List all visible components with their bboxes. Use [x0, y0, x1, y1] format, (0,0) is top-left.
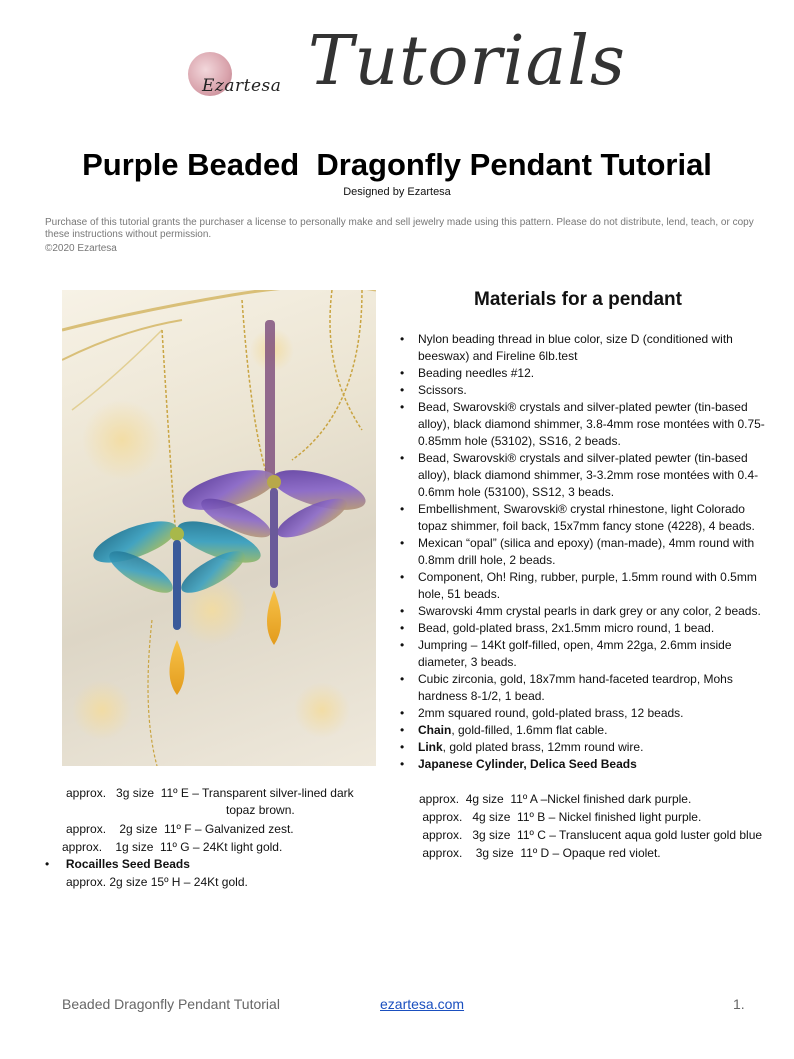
dragonfly-pendant-photo	[62, 290, 376, 766]
logo-brand: Ezartesa	[202, 76, 282, 96]
note-h: approx. 2g size 15º H – 24Kt gold.	[66, 875, 248, 889]
note-e-cont: topaz brown.	[226, 803, 295, 817]
tutorials-logo	[180, 22, 626, 118]
list-item: • Component, Oh! Ring, rubber, purple, 1.5mm round with 0.5mm hole, 51 beads.	[400, 569, 768, 603]
list-item: • Bead, gold-plated brass, 2x1.5mm micro round, 1 bead.	[400, 620, 768, 637]
logo-word: Tutorials	[308, 22, 626, 101]
list-item: • Swarovski 4mm crystal pearls in dark grey or any color, 2 beads.	[400, 603, 768, 620]
designer-credit: Designed by Ezartesa	[343, 186, 451, 198]
rocailles-heading: • Rocailles Seed Beads	[45, 857, 190, 871]
materials-list	[400, 331, 768, 773]
website-link[interactable]: ezartesa.com	[380, 996, 465, 1012]
list-item: • Embellishment, Swarovski® crystal rhinestone, light Colorado topaz shimmer, foil back, 15x7mm fancy stone (4228), 4 beads.	[400, 501, 768, 535]
dragonfly-illustration	[62, 290, 376, 766]
materials-title: Materials for a pendant	[474, 289, 682, 310]
note-g: approx. 1g size 11º G – 24Kt light gold.	[62, 840, 283, 854]
list-item: • 2mm squared round, gold-plated brass, 12 beads.	[400, 705, 768, 722]
list-item: • Cubic zirconia, gold, 18x7mm hand-faceted teardrop, Mohs hardness 8-1/2, 1 bead.	[400, 671, 768, 705]
list-item: • Nylon beading thread in blue color, size D (conditioned with beeswax) and Fireline 6lb.test	[400, 331, 768, 365]
page-title: Purple Beaded Dragonfly Pendant Tutorial	[82, 147, 712, 182]
delica-item-b: approx. 4g size 11º B – Nickel finished light purple.	[419, 810, 702, 824]
delica-item-d: approx. 3g size 11º D – Opaque red violet.	[419, 846, 661, 860]
footer-title: Beaded Dragonfly Pendant Tutorial	[62, 996, 280, 1012]
list-item: • Scissors.	[400, 382, 768, 399]
license-notice: Purchase of this tutorial grants the purchaser a license to personally make and sell jewelry made using this pattern. Please do not distribute, lend, teach, or copy these instructions without permission.	[45, 217, 754, 240]
copyright: ©2020 Ezartesa	[45, 243, 117, 254]
list-item: • Mexican “opal” (silica and epoxy) (man-made), 4mm round with 0.8mm drill hole, 2 beads.	[400, 535, 768, 569]
list-item: • Jumpring – 14Kt golf-filled, open, 4mm 22ga, 2.6mm inside diameter, 3 beads.	[400, 637, 768, 671]
list-item: • Bead, Swarovski® crystals and silver-plated pewter (tin-based alloy), black diamond shimmer, 3.8-4mm rose montées with 0.75-0.85mm hole (53102), SS16, 2 beads.	[400, 399, 768, 450]
list-item: • Bead, Swarovski® crystals and silver-plated pewter (tin-based alloy), black diamond shimmer, 3-3.2mm rose montées with 0.4-0.6mm hole (53100), SS12, 3 beads.	[400, 450, 768, 501]
delica-item-a: approx. 4g size 11º A –Nickel finished dark purple.	[419, 792, 692, 806]
page-number: 1.	[733, 996, 745, 1012]
list-item-chain: • Chain, gold-filled, 1.6mm flat cable.	[400, 722, 768, 739]
note-f: approx. 2g size 11º F – Galvanized zest.	[66, 822, 294, 836]
list-item-link: • Link, gold plated brass, 12mm round wire.	[400, 739, 768, 756]
list-item-delica: • Japanese Cylinder, Delica Seed Beads	[400, 756, 768, 773]
list-item: • Beading needles #12.	[400, 365, 768, 382]
note-e: approx. 3g size 11º E – Transparent silver-lined dark	[66, 786, 354, 800]
delica-item-c: approx. 3g size 11º C – Translucent aqua gold luster gold blue	[419, 828, 763, 842]
